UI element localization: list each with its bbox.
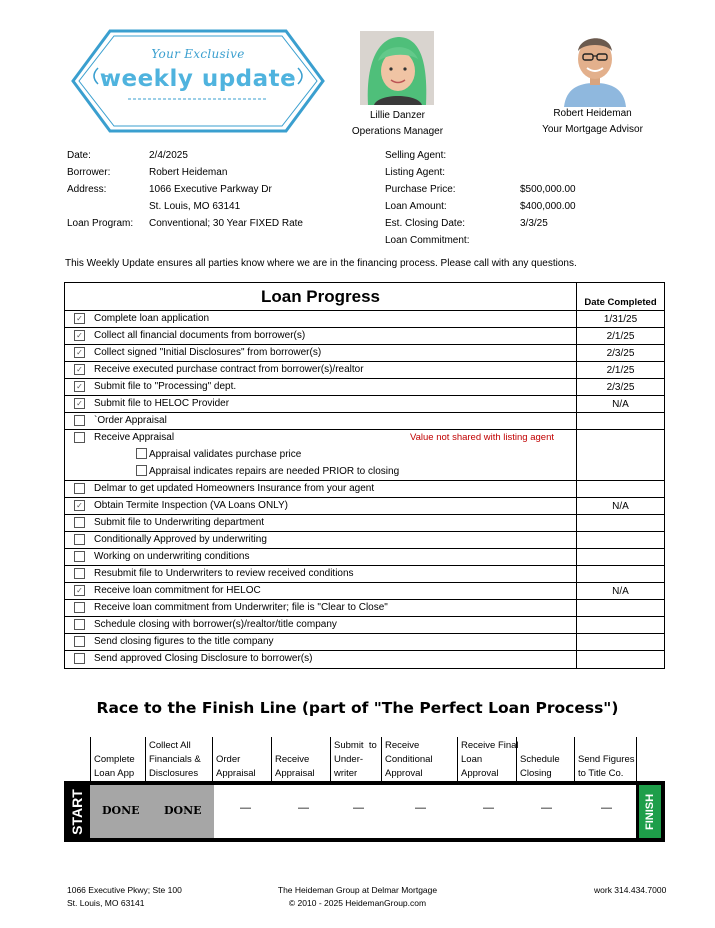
task-label: `Order Appraisal bbox=[94, 415, 167, 426]
race-stage-text: Order Appraisal bbox=[216, 754, 256, 779]
checked-checkbox[interactable] bbox=[74, 364, 85, 375]
stage-pending-mark: — bbox=[415, 802, 426, 814]
task-row bbox=[65, 515, 664, 532]
detail-value-address: 1066 Executive Parkway Dr bbox=[149, 184, 272, 195]
race-stage-text: Receive Appraisal bbox=[275, 754, 315, 779]
date-completed-cell bbox=[577, 481, 664, 497]
robert-caption bbox=[525, 106, 660, 138]
task-label: Delmar to get updated Homeowners Insurance from your agent bbox=[94, 483, 375, 494]
race-stage-label bbox=[145, 737, 212, 781]
checked-checkbox[interactable] bbox=[74, 500, 85, 511]
task-row bbox=[65, 498, 664, 515]
detail-value-closing-date: 3/3/25 bbox=[520, 218, 548, 229]
empty-checkbox[interactable] bbox=[74, 432, 85, 443]
detail-value-purchase-price: $500,000.00 bbox=[520, 184, 576, 195]
date-completed-cell: 1/31/25 bbox=[603, 314, 638, 325]
task-label: Receive Appraisal bbox=[94, 432, 175, 443]
task-label: Submit file to "Processing" dept. bbox=[94, 381, 237, 392]
date-completed-cell bbox=[577, 600, 664, 616]
weekly-update-logo bbox=[70, 28, 326, 134]
task-cell bbox=[65, 532, 577, 548]
footer-company bbox=[230, 884, 485, 910]
check-mark-icon: ✓ bbox=[76, 382, 83, 391]
race-lane bbox=[90, 785, 636, 838]
checked-checkbox[interactable] bbox=[74, 381, 85, 392]
task-row bbox=[65, 413, 664, 430]
task-row bbox=[65, 379, 664, 396]
task-cell bbox=[65, 396, 577, 412]
detail-label: Loan Commitment: bbox=[385, 235, 470, 246]
task-row bbox=[65, 396, 664, 413]
footer-city: St. Louis, MO 63141 bbox=[67, 898, 145, 908]
task-cell bbox=[65, 328, 577, 344]
date-completed-cell: N/A bbox=[612, 399, 629, 410]
date-completed-cell: 2/3/25 bbox=[606, 382, 635, 393]
start-label: START bbox=[69, 788, 85, 835]
task-label: Complete loan application bbox=[94, 313, 210, 324]
task-row bbox=[65, 481, 664, 498]
empty-checkbox[interactable] bbox=[74, 568, 85, 579]
task-row bbox=[65, 532, 664, 549]
appraisal-subitem bbox=[136, 448, 301, 460]
checked-checkbox[interactable] bbox=[74, 585, 85, 596]
task-cell bbox=[65, 498, 577, 514]
task-label: Send closing figures to the title company bbox=[94, 636, 274, 647]
race-stage-text: Receive Final Loan Approval bbox=[461, 740, 519, 779]
task-row bbox=[65, 634, 664, 651]
stage-pending-mark: — bbox=[601, 802, 612, 814]
stage-pending-mark: — bbox=[353, 802, 364, 814]
race-stage-label bbox=[457, 737, 519, 781]
empty-checkbox[interactable] bbox=[74, 602, 85, 613]
task-label: Obtain Termite Inspection (VA Loans ONLY) bbox=[94, 500, 288, 511]
detail-value-program: Conventional; 30 Year FIXED Rate bbox=[149, 218, 303, 229]
task-cell bbox=[65, 379, 577, 395]
empty-checkbox[interactable] bbox=[136, 465, 147, 476]
race-to-finish bbox=[64, 737, 665, 842]
task-cell bbox=[65, 634, 577, 650]
stage-pending-mark: — bbox=[541, 802, 552, 814]
checked-checkbox[interactable] bbox=[74, 313, 85, 324]
date-completed-cell bbox=[577, 430, 664, 480]
date-completed-cell: 2/3/25 bbox=[606, 348, 635, 359]
empty-checkbox[interactable] bbox=[74, 619, 85, 630]
race-stage-text: Receive Conditional Approval bbox=[385, 740, 433, 779]
task-row bbox=[65, 549, 664, 566]
detail-value-selling-agent bbox=[520, 147, 576, 164]
detail-label: Selling Agent: bbox=[385, 150, 447, 161]
task-label: Receive loan commitment from Underwriter; file is "Clear to Close" bbox=[94, 602, 388, 613]
task-cell bbox=[65, 583, 577, 599]
stage-pending-mark: — bbox=[483, 802, 494, 814]
date-completed-cell bbox=[577, 651, 664, 668]
empty-checkbox[interactable] bbox=[74, 534, 85, 545]
date-completed-cell: 2/1/25 bbox=[606, 331, 635, 342]
check-mark-icon: ✓ bbox=[76, 586, 83, 595]
checked-checkbox[interactable] bbox=[74, 347, 85, 358]
task-cell bbox=[65, 481, 577, 497]
task-cell bbox=[65, 311, 577, 327]
empty-checkbox[interactable] bbox=[74, 483, 85, 494]
detail-value-borrower: Robert Heideman bbox=[149, 167, 228, 178]
task-cell bbox=[65, 362, 577, 378]
empty-checkbox[interactable] bbox=[74, 653, 85, 664]
lillie-danzer-photo bbox=[360, 31, 434, 105]
race-stage-label bbox=[212, 737, 271, 781]
task-rows bbox=[65, 311, 664, 668]
detail-label: Loan Program: bbox=[67, 218, 134, 229]
lillie-name: Lillie Danzer bbox=[369, 110, 426, 121]
empty-checkbox[interactable] bbox=[74, 636, 85, 647]
task-row bbox=[65, 617, 664, 634]
race-stage-text: Submit to Under- writer bbox=[334, 740, 377, 779]
lillie-caption bbox=[340, 108, 455, 140]
task-label: Resubmit file to Underwriters to review received conditions bbox=[94, 568, 354, 579]
details-left-labels bbox=[67, 147, 133, 232]
date-completed-cell: 2/1/25 bbox=[606, 365, 635, 376]
task-row bbox=[65, 311, 664, 328]
task-cell bbox=[65, 651, 577, 668]
task-cell bbox=[65, 430, 577, 480]
detail-label: Purchase Price: bbox=[385, 184, 456, 195]
details-right-labels bbox=[385, 147, 469, 249]
task-label: Receive loan commitment for HELOC bbox=[94, 585, 261, 596]
detail-value-city: St. Louis, MO 63141 bbox=[149, 201, 241, 212]
task-label: Working on underwriting conditions bbox=[94, 551, 250, 562]
robert-title: Your Mortgage Advisor bbox=[542, 124, 643, 135]
check-mark-icon: ✓ bbox=[76, 331, 83, 340]
robert-name: Robert Heideman bbox=[553, 108, 632, 119]
check-mark-icon: ✓ bbox=[76, 399, 83, 408]
checked-checkbox[interactable] bbox=[74, 330, 85, 341]
empty-checkbox[interactable] bbox=[74, 415, 85, 426]
details-right-values bbox=[520, 147, 576, 232]
loan-progress-table bbox=[64, 282, 665, 669]
task-row bbox=[65, 600, 664, 617]
stage-done-mark: DONE bbox=[102, 804, 140, 817]
race-stage-label bbox=[271, 737, 330, 781]
subitem-label: Appraisal indicates repairs are needed PRIOR to closing bbox=[149, 466, 400, 477]
race-stage-text: Complete Loan App bbox=[94, 754, 135, 779]
footer-phone bbox=[594, 884, 666, 897]
subitem-label: Appraisal validates purchase price bbox=[149, 449, 302, 460]
finish-label: FINISH bbox=[644, 793, 656, 830]
detail-label: Loan Amount: bbox=[385, 201, 447, 212]
loan-progress-title: Loan Progress bbox=[65, 283, 577, 310]
task-row bbox=[65, 583, 664, 600]
race-stage-label bbox=[516, 737, 574, 781]
task-label: Collect all financial documents from borrower(s) bbox=[94, 330, 306, 341]
date-completed-cell bbox=[577, 413, 664, 429]
appraisal-note: Value not shared with listing agent bbox=[410, 432, 554, 443]
task-label: Send approved Closing Disclosure to borrower(s) bbox=[94, 653, 313, 664]
empty-checkbox[interactable] bbox=[74, 517, 85, 528]
check-mark-icon: ✓ bbox=[76, 314, 83, 323]
start-marker bbox=[64, 781, 90, 842]
detail-value-loan-amount: $400,000.00 bbox=[520, 201, 576, 212]
task-label: Submit file to Underwriting department bbox=[94, 517, 265, 528]
task-row bbox=[65, 328, 664, 345]
footer-address bbox=[67, 884, 182, 910]
empty-checkbox[interactable] bbox=[74, 551, 85, 562]
date-completed-cell: N/A bbox=[612, 586, 629, 597]
detail-label: Address: bbox=[67, 184, 107, 195]
race-stage-label bbox=[90, 737, 145, 781]
task-row bbox=[65, 430, 664, 481]
details-left-values bbox=[149, 147, 303, 232]
task-row bbox=[65, 362, 664, 379]
footer-company-name: The Heideman Group at Delmar Mortgage bbox=[277, 885, 438, 895]
footer-phone-number: work 314.434.7000 bbox=[594, 885, 667, 895]
detail-label: Date: bbox=[67, 150, 91, 161]
task-label: Conditionally Approved by underwriting bbox=[94, 534, 267, 545]
empty-checkbox[interactable] bbox=[136, 448, 147, 459]
task-label: Schedule closing with borrower(s)/realtor/title company bbox=[94, 619, 337, 630]
appraisal-subitem bbox=[136, 465, 399, 477]
task-cell bbox=[65, 413, 577, 429]
date-completed-cell bbox=[577, 634, 664, 650]
detail-value-date: 2/4/2025 bbox=[149, 150, 188, 161]
robert-heideman-photo bbox=[560, 27, 630, 107]
date-completed-cell bbox=[577, 617, 664, 633]
stage-done-mark: DONE bbox=[164, 804, 202, 817]
logo-title: weekly update bbox=[99, 66, 297, 92]
task-row bbox=[65, 345, 664, 362]
task-cell bbox=[65, 549, 577, 565]
date-completed-header: Date Completed bbox=[584, 297, 657, 308]
detail-label: Est. Closing Date: bbox=[385, 218, 466, 229]
task-cell bbox=[65, 600, 577, 616]
race-stage-text: Collect All Financials & Disclosures bbox=[149, 740, 201, 779]
check-mark-icon: ✓ bbox=[76, 365, 83, 374]
task-row bbox=[65, 566, 664, 583]
date-completed-cell bbox=[577, 532, 664, 548]
intro-text: This Weekly Update ensures all parties know where we are in the financing process. Please call with any questions. bbox=[65, 258, 577, 269]
check-mark-icon: ✓ bbox=[76, 348, 83, 357]
footer-copyright: © 2010 - 2025 HeidemanGroup.com bbox=[288, 898, 427, 908]
race-track bbox=[64, 781, 665, 842]
task-label: Receive executed purchase contract from borrower(s)/realtor bbox=[94, 364, 364, 375]
stage-pending-mark: — bbox=[298, 802, 309, 814]
finish-marker bbox=[639, 785, 661, 838]
date-completed-cell bbox=[577, 515, 664, 531]
race-title: Race to the Finish Line (part of "The Perfect Loan Process") bbox=[96, 699, 619, 717]
task-cell bbox=[65, 617, 577, 633]
race-stage-label bbox=[330, 737, 381, 781]
task-label: Collect signed "Initial Disclosures" from borrower(s) bbox=[94, 347, 322, 358]
race-stage-text: Schedule Closing bbox=[520, 754, 560, 779]
task-cell bbox=[65, 345, 577, 361]
task-cell bbox=[65, 566, 577, 582]
detail-value-listing-agent bbox=[520, 164, 576, 181]
lillie-title: Operations Manager bbox=[351, 126, 444, 137]
check-mark-icon: ✓ bbox=[76, 501, 83, 510]
stage-pending-mark: — bbox=[240, 802, 251, 814]
table-header bbox=[65, 283, 664, 311]
race-stage-label bbox=[574, 737, 636, 781]
date-completed-cell: N/A bbox=[612, 501, 629, 512]
task-label: Submit file to HELOC Provider bbox=[94, 398, 230, 409]
stage-divider bbox=[636, 737, 637, 781]
detail-label bbox=[67, 198, 133, 215]
race-stage-label bbox=[381, 737, 457, 781]
date-completed-cell bbox=[577, 566, 664, 582]
checked-checkbox[interactable] bbox=[74, 398, 85, 409]
footer-street: 1066 Executive Pkwy; Ste 100 bbox=[67, 885, 182, 895]
task-row bbox=[65, 651, 664, 668]
date-completed-cell bbox=[577, 549, 664, 565]
detail-label: Listing Agent: bbox=[385, 167, 446, 178]
race-stage-text: Send Figures to Title Co. bbox=[578, 754, 635, 779]
detail-label: Borrower: bbox=[67, 167, 111, 178]
task-cell bbox=[65, 515, 577, 531]
logo-tagline: Your Exclusive bbox=[151, 47, 245, 61]
